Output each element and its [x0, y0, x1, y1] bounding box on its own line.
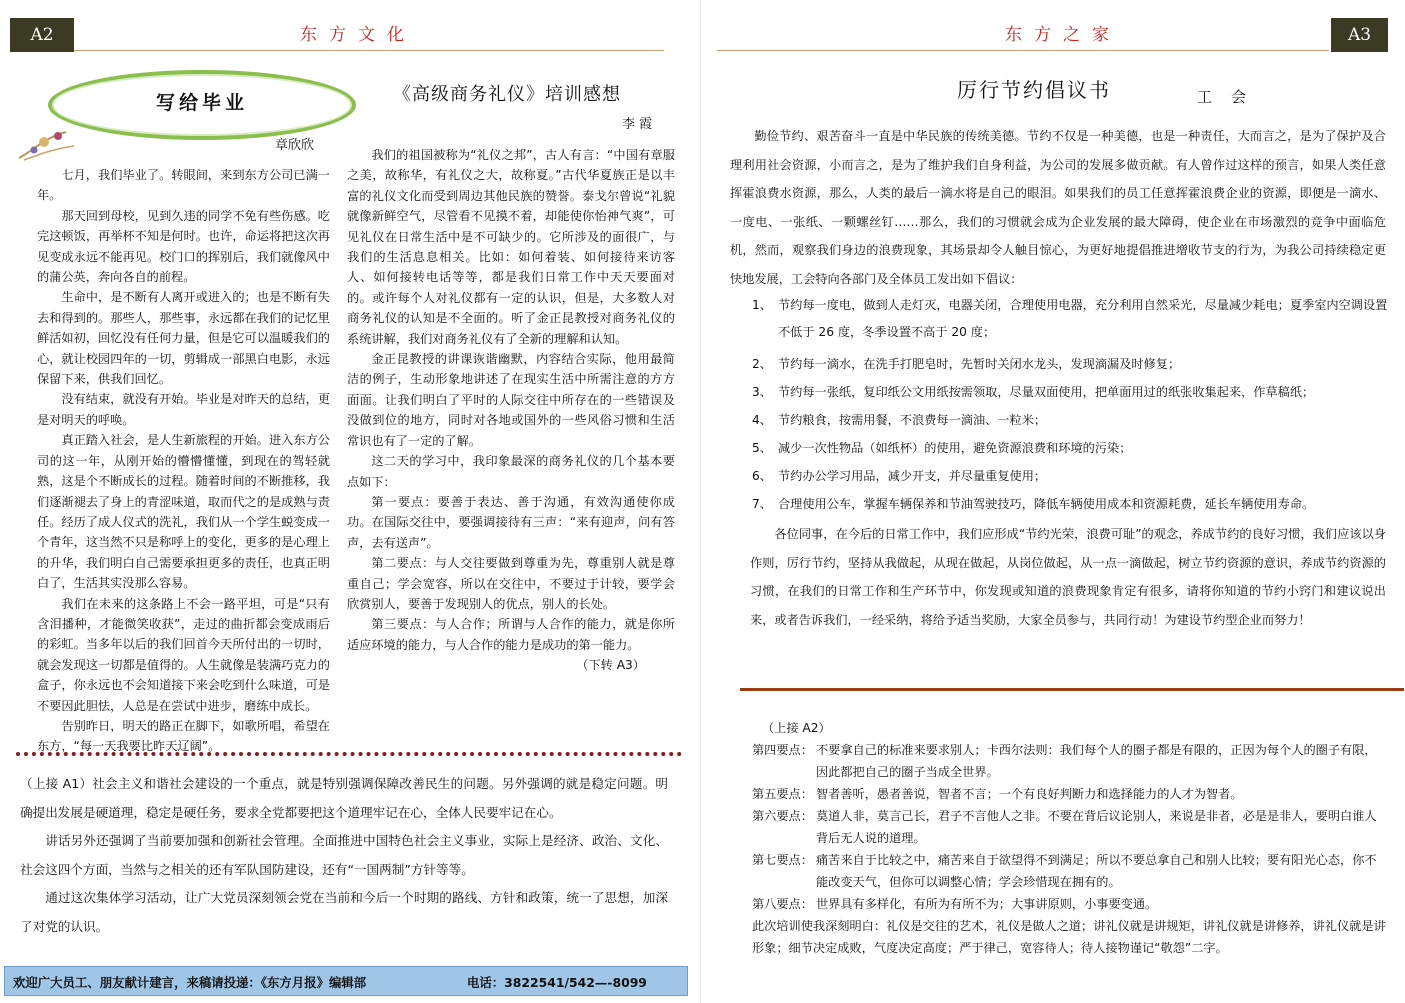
- article-etiquette-body: [347, 145, 675, 676]
- point-label: 第六要点：: [752, 809, 813, 823]
- continued-etiquette: [752, 717, 1388, 959]
- point-row: [752, 783, 1388, 805]
- saving-intro: [730, 122, 1386, 293]
- paragraph: 这二天的学习中，我印象最深的商务礼仪的几个基本要点如下：: [347, 454, 675, 489]
- paragraph: 金正昆教授的讲课诙谐幽默，内容结合实际，他用最简洁的例子，生动形象地讲述了在现实生活中所需注意的方方面面。让我们明白了平时的人际交往中所存在的一些错误及没做到位的地方，同时对各地或国外的一些风俗习惯和生活常识也有了一定的了解。: [347, 352, 675, 448]
- header-rule: [74, 50, 664, 51]
- list-item: [752, 435, 1402, 462]
- list-number: 4、: [752, 413, 772, 427]
- title-oval-frame: [48, 70, 356, 140]
- list-number: 5、: [752, 441, 772, 455]
- point-text: 痛苦来自于比较之中，痛苦来自于欲望得不到满足；所以不要总拿自己和别人比较；要有阳光心态，你不能改变天气，但你可以调整心情；学会珍惜现在拥有的。: [816, 853, 1377, 889]
- section-title-home: 东方之家: [1005, 25, 1121, 45]
- point-text: 莫道人非，莫言己长，君子不言他人之非。不要在背后议论别人，来说是非者，必是是非人，要明白谁人背后无人说的道理。: [816, 809, 1377, 845]
- section-divider: [740, 688, 1404, 691]
- list-text: 合理使用公车，掌握车辆保养和节油驾驶技巧，降低车辆使用成本和资源耗费，延长车辆使用寿命。: [778, 497, 1315, 511]
- point-label: 第七要点：: [752, 853, 813, 867]
- paragraph: 告别昨日，明天的路正在脚下，如歌所唱，希望在东方，“每一天我要比昨天辽阔”。: [37, 718, 330, 754]
- paragraph: 讲话另外还强调了当前要加强和创新社会管理。全面推进中国特色社会主义事业，实际上是经济、政治、文化、社会这四个方面，当然与之相关的还有军队国防建设，还有“一国两制”方针等等。: [20, 833, 668, 877]
- saving-proposal-list: [752, 292, 1392, 522]
- point-row: [752, 739, 1388, 783]
- paragraph: 第二要点：与人交往要做到尊重为先，尊重别人就是尊重自己；学会宽容，所以在交往中，不要过于计较，要学会欣赏别人，要善于发现别人的优点，别人的长处。: [347, 556, 675, 611]
- page-tag-a3: A3: [1331, 18, 1388, 52]
- point-row: [752, 849, 1388, 893]
- list-number: 2、: [752, 357, 772, 371]
- point-label: 第四要点：: [752, 743, 813, 757]
- paragraph: 通过这次集体学习活动，让广大党员深刻领会党在当前和今后一个时期的路线、方针和政策，统一了思想，加深了对党的认识。: [20, 890, 668, 934]
- point-text: 不要拿自己的标准来要求别人；卡西尔法则：我们每个人的圈子都是有限的，正因为每个人的圈子有限，因此都把自己的圈子当成全世界。: [816, 743, 1377, 779]
- party-study-article: [20, 770, 668, 941]
- section-title-culture: 东方文化: [300, 25, 416, 45]
- page-gutter: [700, 0, 701, 1003]
- list-item: [752, 407, 1402, 434]
- point-text: 智者善听，愚者善说，智者不言；一个有良好判断力和选择能力的人才为智者。: [816, 787, 1243, 801]
- paragraph: 我们在未来的这条路上不会一路平坦，可是“只有含泪播种，才能微笑收获”，走过的曲折都会变成雨后的彩虹。当多年以后的我们回首今天所付出的一切时，就会发现这一切都是值得的。人生就像是装满巧克力的盒子，你永远也不会知道接下来会吃到什么味道，可是不要因此胆怯，人总是在尝试中进步，磨练中成长。: [37, 596, 330, 713]
- floral-ornament-icon: [14, 120, 84, 164]
- list-text: 减少一次性物品（如纸杯）的使用，避免资源浪费和环境的污染；: [778, 441, 1132, 455]
- list-text: 节约每一张纸，复印纸公文用纸按需领取，尽量双面使用，把单面用过的纸张收集起来，作草稿纸；: [778, 385, 1315, 399]
- paragraph: 各位同事，在今后的日常工作中，我们应形成“节约光荣，浪费可耻”的观念，养成节约的良好习惯，我们应该以身作则，厉行节约，坚持从我做起，从现在做起，从岗位做起，从一点一滴做起，树立节约资源的意识，养成节约资源的习惯，在我们的日常工作和生产环节中，你发现或知道的浪费现象肯定有很多，请将你知道的节约小窍门和建议说出来，或者告诉我们，一经采纳，将给予适当奖励，大家全员参与，共同行动！为建设节约型企业而努力！: [750, 527, 1386, 627]
- footer-bar: [4, 966, 688, 996]
- article-title-graduation: 写给毕业: [155, 92, 248, 114]
- footer-phone: 电话：3822541/542—-8099: [467, 975, 647, 990]
- list-text: 节约每一滴水，在洗手打肥皂时，先暂时关闭水龙头，发现滴漏及时修复；: [778, 357, 1181, 371]
- list-item: [752, 491, 1402, 518]
- author-union: 工 会: [1197, 88, 1247, 106]
- paragraph: （上接 A1）社会主义和谐社会建设的一个重点，就是特别强调保障改善民生的问题。另外强调的就是稳定问题。明确提出发展是硬道理，稳定是硬任务，要求全党都要把这个道理牢记在心，全体人民要牢记在心。: [20, 776, 668, 820]
- paragraph: 第一要点：要善于表达、善于沟通，有效沟通使你成功。在国际交往中，要强调接待有三声：“来有迎声，问有答声，去有送声”。: [347, 494, 675, 550]
- paragraph: 没有结束，就没有开始。毕业是对昨天的总结，更是对明天的呼唤。: [37, 392, 330, 427]
- list-item: [752, 292, 1402, 346]
- point-label: 第五要点：: [752, 787, 813, 801]
- author-graduation: 章欣欣: [275, 138, 315, 153]
- paragraph: 那天回到母校，见到久违的同学不免有些伤感。吃完这顿饭，再举杯不知是何时。也许，命运将把这次再见变成永远不能再见。校门口的挥别后，我们就像风中的蒲公英，奔向各自的前程。: [37, 208, 330, 285]
- point-text: 世界具有多样化，有所为有所不为；大事讲原则，小事要变通。: [816, 897, 1158, 911]
- list-item: [752, 379, 1402, 406]
- list-number: 7、: [752, 497, 772, 511]
- paragraph: 我们的祖国被称为“礼仪之邦”，古人有言：“中国有章服之美，故称华，有礼仪之大，故称夏。”古代华夏族正是以丰富的礼仪文化而受到周边其他民族的赞誉。泰戈尔曾说“礼貌就像新鲜空气，尽管看不见摸不着，却能使你怡神气爽”，可见礼仪在日常生活中是不可缺少的。它所涉及的面很广，与我们的生活息息相关。比如：如何着装、如何接待来访客人、如何接转电话等等，都是我们日常工作中天天要面对的。或许每个人对礼仪都有一定的认识，但是，大多数人对商务礼仪的认知是不全面的。听了金正昆教授对商务礼仪的系统讲解，我们对商务礼仪有了全新的理解和认知。: [347, 148, 675, 346]
- list-item: [752, 463, 1402, 490]
- list-number: 1、: [752, 298, 772, 312]
- list-text: 节约每一度电，做到人走灯灭，电器关闭，合理使用电器，充分利用自然采光，尽量减少耗电；夏季室内空调设置不低于 26 度，冬季设置不高于 20 度；: [778, 298, 1388, 339]
- list-text: 节约办公学习用品，减少开支，并尽量重复使用；: [778, 469, 1047, 483]
- footer-call-text: 欢迎广大员工、朋友献计建言，来稿请投递：《东方月报》编辑部: [13, 975, 367, 990]
- article-graduation-body: [37, 165, 330, 757]
- continued-summary: 此次培训使我深刻明白：礼仪是交往的艺术，礼仪是做人之道；讲礼仪就是讲规矩，讲礼仪就是讲修养，讲礼仪就是讲形象；细节决定成败，气度决定高度；严于律己，宽容待人；待人接物谨记“敬怨”二字。: [752, 919, 1386, 955]
- list-number: 6、: [752, 469, 772, 483]
- point-label: 第八要点：: [752, 897, 813, 911]
- point-row: [752, 805, 1388, 849]
- saving-closing: [750, 520, 1386, 634]
- paragraph: 七月，我们毕业了。转眼间，来到东方公司已满一年。: [37, 168, 330, 203]
- paragraph: 生命中，是不断有人离开或进入的；也是不断有失去和得到的。那些人，那些事，永远都在我们的记忆里鲜活如初，回忆没有任何力量，但是它可以温暖我们的心，就让校园四年的一切，剪辑成一部黑白电影，永远保留下来，供我们回忆。: [37, 290, 330, 387]
- continued-head: （上接 A2）: [762, 721, 831, 735]
- dotted-divider: [16, 752, 682, 756]
- paragraph: 勤俭节约、艰苦奋斗一直是中华民族的传统美德。节约不仅是一种美德，也是一种责任，大而言之，是为了保护及合理利用社会资源，小而言之，是为了维护我们自身利益，为公司的发展多做贡献。有人曾作过这样的预言，如果人类任意挥霍浪费水资源，那么，人类的最后一滴水将是自己的眼泪。如果我们的员工任意挥霍浪费企业的资源，即便是一滴水、一度电、一张纸、一颗螺丝钉……那么，我们的习惯就会成为企业发展的最大障碍，使企业在市场激烈的竞争中面临危机，然而，观察我们身边的浪费现象，其场景却令人触目惊心，为更好地提倡推进增收节支的行为，为我公司持续稳定更快地发展，工会特向各部门及全体员工发出如下倡议：: [730, 129, 1386, 286]
- continue-note: （下转 A3）: [576, 658, 645, 673]
- list-item: [752, 351, 1402, 378]
- list-number: 3、: [752, 385, 772, 399]
- paragraph: 第三要点：与人合作；所谓与人合作的能力，就是你所适应环境的能力，与人合作的能力是成功的第一能力。: [347, 617, 675, 652]
- article-title-etiquette: 《高级商务礼仪》培训感想: [393, 84, 621, 105]
- point-row: [752, 893, 1388, 915]
- list-text: 节约粮食，按需用餐，不浪费每一滴油、一粒米；: [778, 413, 1047, 427]
- header-rule: [717, 50, 1329, 51]
- paragraph: 真正踏入社会，是人生新旅程的开始。进入东方公司的这一年，从刚开始的懵懵懂懂，到现在的驾轻就熟，这是个不断成长的过程。随着时间的不断推移，我们逐渐褪去了身上的青涩味道，取而代之的是成熟与责任。经历了成人仪式的洗礼，我们从一个学生蜕变成一个青年，这当然不只是称呼上的变化，更多的是心理上的升华，我们明白自己需要承担更多的责任，也真正明白了，生活其实没那么容易。: [37, 433, 330, 591]
- page-tag-a2: A2: [10, 18, 74, 52]
- author-etiquette: 李 霞: [622, 117, 653, 132]
- article-title-saving: 厉行节约倡议书: [957, 78, 1111, 102]
